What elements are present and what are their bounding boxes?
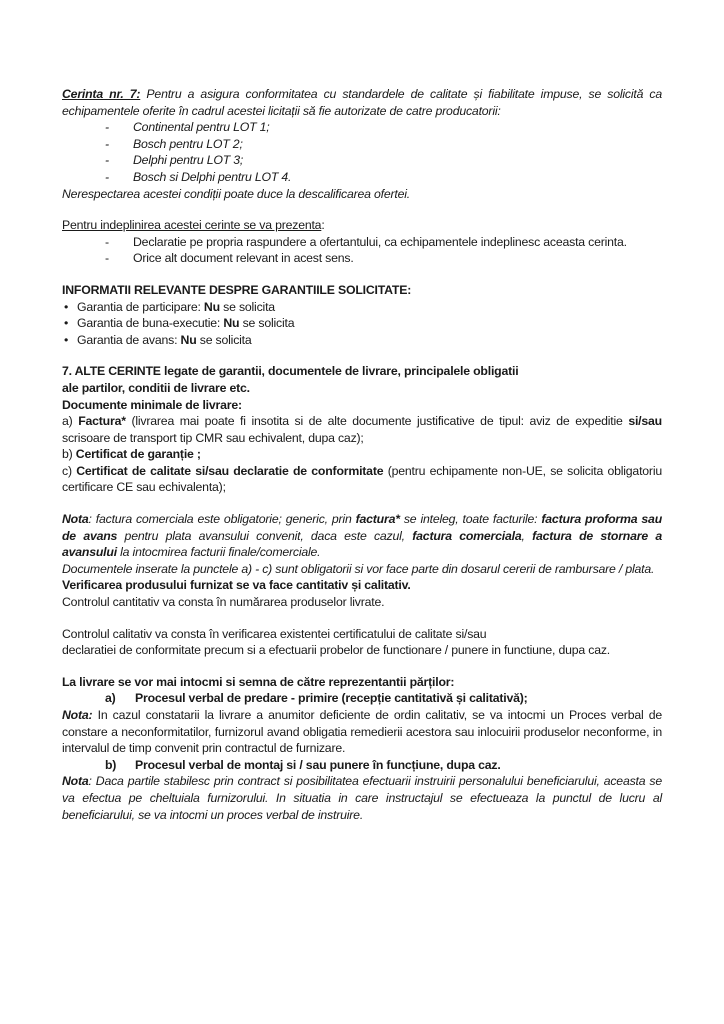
text-run: Documentele inserate la punctele a) - c) sunt obligatorii si vor face parte din dosarul cererii de rambursare / plata. (62, 561, 655, 576)
list-marker: • (64, 299, 69, 314)
paragraph-gap (62, 267, 662, 282)
paragraph-gap (62, 202, 662, 217)
text-run: Certificat de garanție ; (75, 447, 201, 462)
text-run: Nu (223, 316, 240, 331)
text-run: Factura* (78, 414, 126, 429)
list-item (105, 152, 662, 169)
text-run: In cazul constatarii la livrare a anumitor deficiente de ordin calitativ, se va intocmi un Proces verbal de constare a neconformitatilor, furnizorul avand obligatia remedierii acestora sau inlocuirii produselor neconforme, in intervalul de timp convenit prin contractul de furnizare. (62, 708, 662, 756)
list-item (105, 136, 662, 153)
list-item (105, 169, 662, 186)
text-run: Pentru a asigura conformitatea cu standardele de calitate și fiabilitate impuse, se solicită ca echipamentele oferite în cadrul acestei licitații să fie autorizate de catre producatorii: (62, 87, 662, 118)
quantitative-control (62, 594, 662, 611)
list-item-text (133, 169, 662, 186)
list-marker: • (64, 316, 69, 331)
list-marker: - (105, 153, 109, 168)
text-run: se solicita (196, 332, 252, 347)
guarantees-list (62, 299, 662, 349)
text-run: declaratiei de conformitate precum si a efectuarii probelor de functionare / punere in functiune, dupa caz. (62, 643, 611, 658)
list-item-text (133, 152, 662, 169)
text-run: scrisoare de transport tip CMR sau echivalent, dupa caz); (62, 430, 364, 445)
list-marker: - (105, 169, 109, 184)
mandatory-documents-note (62, 561, 662, 578)
report-b-installation (62, 757, 662, 774)
text-run: Certificat de calitate si/sau declaratie de conformitate (76, 463, 384, 478)
list-marker: • (64, 332, 69, 347)
list-item (105, 119, 662, 136)
list-item-text (135, 757, 662, 774)
paragraph-gap (62, 348, 662, 363)
paragraph-gap (62, 659, 662, 674)
text-run: Verificarea produsului furnizat se va face cantitativ și calitativ. (62, 578, 411, 593)
text-run: ale partilor, conditii de livrare etc. (62, 380, 250, 395)
text-run: factura de stornare a avansului (62, 528, 662, 560)
text-run: la intocmirea facturii finale/comerciale. (116, 545, 321, 560)
text-run: INFORMATII RELEVANTE DESPRE GARANTIILE SOLICITATE: (62, 282, 412, 297)
list-item-text (133, 119, 662, 136)
list-marker: b) (105, 757, 117, 772)
list-item (105, 250, 662, 267)
installation-note (62, 773, 662, 823)
disqualification-note (62, 186, 662, 203)
list-item (105, 757, 662, 774)
text-run: Nu (180, 332, 197, 347)
list-marker: - (105, 234, 109, 249)
list-item-text (77, 332, 662, 349)
authorized-manufacturers-list (62, 119, 662, 185)
text-run: b) (62, 447, 76, 462)
section-7-heading (62, 363, 662, 396)
text-run: Controlul calitativ va consta în verificarea existentei certificatului de calitate si/sau (62, 626, 487, 641)
delivery-reports-heading (62, 674, 662, 691)
list-item-text (133, 234, 662, 251)
list-marker: - (105, 120, 109, 135)
text-run: La livrare se vor mai intocmi si semna de către reprezentantii părților: (62, 674, 455, 689)
list-item-text (77, 315, 662, 332)
requirement-7-paragraph (62, 86, 662, 119)
text-run: Nerespectarea acestei condiții poate duce la descalificarea ofertei. (62, 186, 410, 201)
text-run: Nota (62, 512, 89, 527)
text-run: (livrarea mai poate fi insotita si de alte documente justificative de tipul: aviz de expeditie (125, 414, 629, 429)
text-run: Delphi pentru LOT 3; (133, 153, 244, 168)
fulfillment-heading (62, 217, 662, 234)
verification-statement (62, 577, 662, 594)
text-run: Procesul verbal de predare - primire (recepție cantitativă și calitativă); (135, 691, 528, 706)
text-run: : Daca partile stabilesc prin contract si posibilitatea efectuarii instruirii personalului beneficiarului, aceasta se va efectua pe cheltuiala furnizorului. In situatia in care instructajul se efectueaza la punctul de lucru al beneficiarului, se va intocmi un proces verbal de instruire. (62, 774, 662, 822)
text-run: Controlul cantitativ va consta în numărarea produselor livrate. (62, 595, 385, 610)
text-run: c) (62, 463, 77, 478)
paragraph-gap (62, 611, 662, 626)
document-content (62, 86, 662, 823)
invoice-note (62, 511, 662, 561)
text-run: Cerinta nr. 7: (62, 87, 141, 101)
text-run: factura* (355, 512, 400, 527)
text-run: Nota (62, 774, 89, 789)
text-run: Nu (203, 299, 220, 314)
qualitative-control (62, 626, 662, 659)
text-run: Declaratie pe propria raspundere a ofertantului, ca echipamentele indeplinesc aceasta cerinta. (133, 234, 627, 249)
guarantees-heading (62, 282, 662, 299)
list-item (105, 690, 662, 707)
minimal-delivery-documents-heading (62, 397, 662, 414)
text-run: Garantia de participare: (77, 299, 204, 314)
text-run: factura comerciala (412, 528, 522, 543)
list-item-text (133, 250, 662, 267)
text-run: pentru plata avansului convenit, daca este cazul, (117, 528, 413, 543)
list-item-text (77, 299, 662, 316)
text-run: Continental pentru LOT 1; (133, 120, 270, 135)
text-run: Documente minimale de livrare: (62, 397, 242, 412)
text-run: Orice alt document relevant in acest sens. (133, 251, 354, 266)
document-b-warranty (62, 446, 662, 463)
paragraph-gap (62, 496, 662, 511)
text-run: Garantia de avans: (77, 332, 181, 347)
text-run: si/sau (628, 414, 662, 429)
list-item (105, 234, 662, 251)
list-item (64, 332, 662, 349)
document-a-invoice (62, 413, 662, 446)
list-item-text (133, 136, 662, 153)
text-run: Bosch pentru LOT 2; (133, 136, 243, 151)
text-run: (pentru echipamente non-UE, se solicita obligatoriu certificare CE sau echivalenta); (62, 463, 662, 495)
text-run: : factura comerciala este obligatorie; generic, prin (88, 512, 356, 527)
list-marker: a) (105, 691, 116, 706)
text-run: , (521, 528, 533, 543)
report-a-handover (62, 690, 662, 707)
text-run: Pentru indeplinirea acestei cerinte se va prezenta (62, 218, 322, 233)
fulfillment-documents-list (62, 234, 662, 267)
text-run: Garantia de buna-executie: (77, 316, 224, 331)
text-run: factura proforma sau de avans (62, 512, 663, 543)
handover-note (62, 707, 662, 757)
text-run: : (321, 218, 325, 233)
text-run: Procesul verbal de montaj si / sau punere în funcțiune, dupa caz. (135, 757, 501, 772)
document-c-quality (62, 463, 662, 496)
list-item-text (135, 690, 662, 707)
list-marker: - (105, 251, 109, 266)
text-run: se solicita (219, 299, 275, 314)
text-run: se solicita (239, 316, 295, 331)
text-run: 7. ALTE CERINTE legate de garantii, documentele de livrare, principalele obligatii (62, 364, 519, 379)
list-marker: - (105, 136, 109, 151)
text-run: Nota: (62, 708, 93, 722)
list-item (64, 299, 662, 316)
list-item (64, 315, 662, 332)
text-run: se inteleg, toate facturile: (399, 512, 542, 527)
text-run: a) (62, 414, 79, 429)
text-run: Bosch si Delphi pentru LOT 4. (133, 169, 292, 184)
